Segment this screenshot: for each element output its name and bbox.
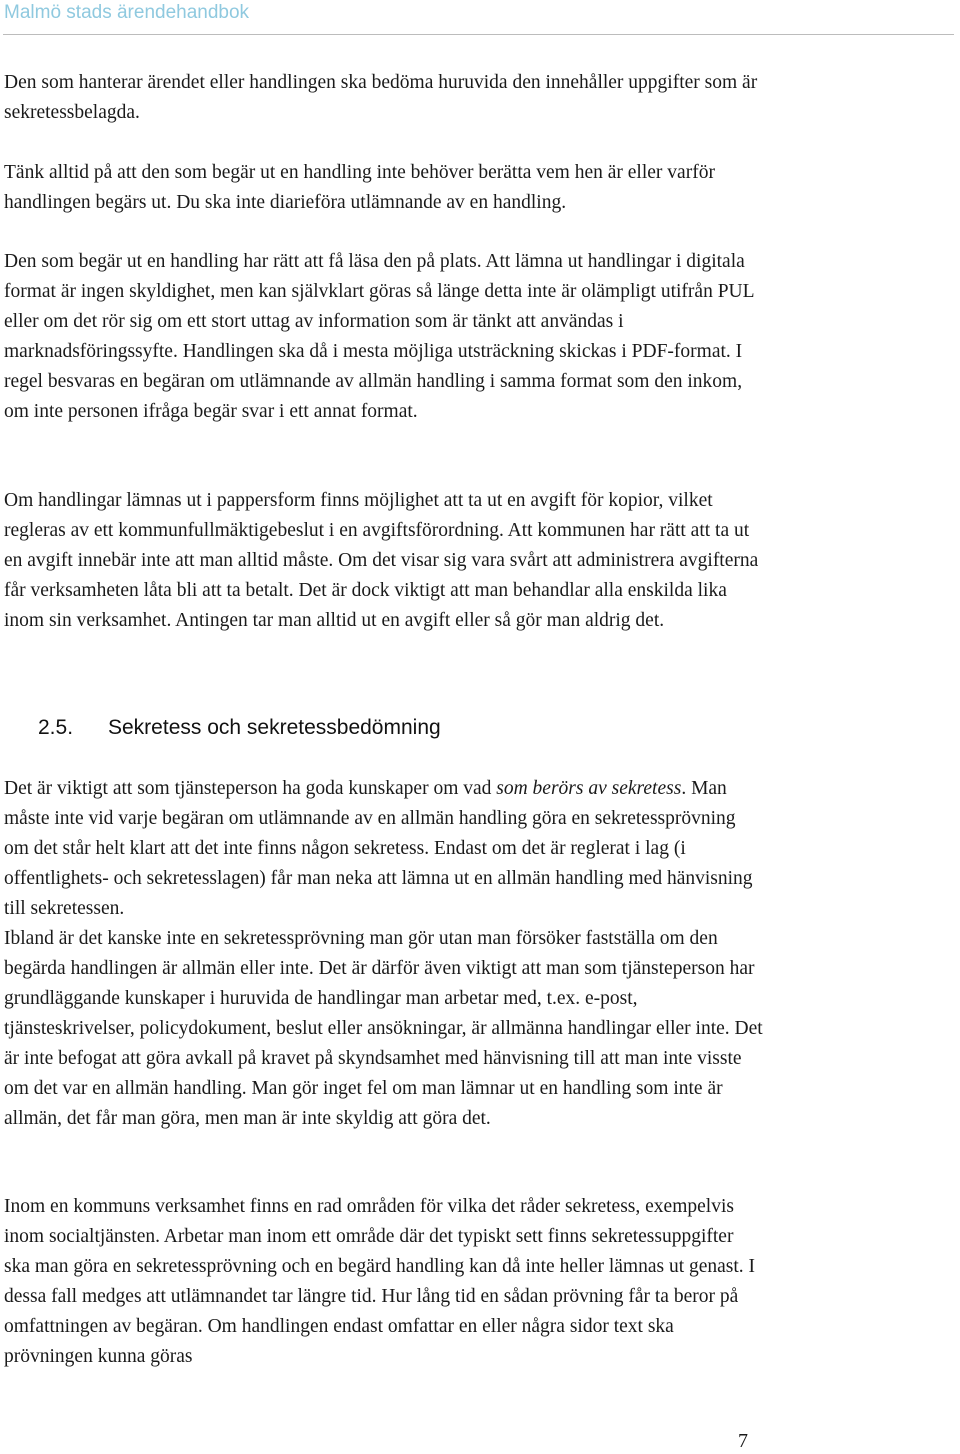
- paragraph-confidentiality-knowledge: [4, 774, 764, 924]
- page-header: [0, 0, 960, 36]
- page-number: 7: [738, 1430, 748, 1452]
- paragraph-digital-formats: Den som begär ut en handling har rätt att få läsa den på plats. Att lämna ut handlingar i digitala format är ingen skyldighet, men kan självklart göras så länge detta inte är olämpligt utifrån PUL eller om det rör sig om ett stort uttag av information som är tänkt att användas i marknadsföringssyfte. Handlingen ska då i mesta möjliga utsträckning skickas i PDF-format. I regel besvaras en begäran om utlämnande av allmän handling i samma format som den inkom, om inte personen ifråga begär svar i ett annat format.: [4, 251, 754, 422]
- paragraph-confidential-areas: Inom en kommuns verksamhet finns en rad områden för vilka det råder sekretess, exempelvis inom socialtjänsten. Arbetar man inom ett område där det typiskt sett finns sekretessuppgifter ska man göra en sekretessprövning och en begärd handling kan då inte heller lämnas ut genast. I dessa fall medges att utlämnandet tar längre tid. Hur lång tid en sådan prövning får ta beror på omfattningen av begäran. Om handlingen endast omfattar en eller några sidor text ska prövningen kunna göras: [4, 1196, 756, 1367]
- paragraph-confidentiality-assessment: Den som hanterar ärendet eller handlingen ska bedöma huruvida den innehåller uppgifter som är sekretessbelagda.: [4, 72, 758, 123]
- document-title: Malmö stads ärendehandbok: [4, 2, 250, 23]
- section-number: 2.5.: [38, 716, 74, 739]
- paragraph-requester-anonymity: Tänk alltid på att den som begär ut en handling inte behöver berätta vem hen är eller varför handlingen begärs ut. Du ska inte diarieföra utlämnande av en handling.: [4, 162, 715, 213]
- paragraph-text: Det är viktigt att som tjänsteperson ha goda kunskaper om vad: [4, 778, 497, 799]
- section-heading: [0, 712, 900, 746]
- paragraph-fees: Om handlingar lämnas ut i pappersform finns möjlighet att ta ut en avgift för kopior, vilket regleras av ett kommunfullmäktigebeslut i en avgiftsförordning. Att kommunen har rätt att ta ut en avgift innebär inte att man alltid måste. Om det visar sig vara svårt att administrera avgifterna får verksamheten låta bli att ta betalt. Det är dock viktigt att man behandlar alla enskilda lika inom sin verksamhet. Antingen tar man alltid ut en avgift eller så gör man aldrig det.: [4, 490, 759, 631]
- emphasized-text: som berörs av sekretess: [496, 778, 682, 799]
- paragraph-text: . Man måste inte vid varje begäran om utlämnande av en allmän handling göra en sekretessprövning om det står helt klart att det inte finns någon sekretess. Endast om det är reglerat i lag (i offentlighets- och sekretesslagen) får man neka att lämna ut en allmän handling med hänvisning till sekretessen.: [4, 778, 753, 919]
- paragraph-public-document-status: Ibland är det kanske inte en sekretessprövning man gör utan man försöker fastställa om den begärda handlingen är allmän eller inte. Det är därför även viktigt att man som tjänsteperson har grundläggande kunskaper i huruvida de handlingar man arbetar med, t.ex. e-post, tjänsteskrivelser, policydokument, beslut eller ansökningar, är allmänna handlingar eller inte. Det är inte befogat att göra avkall på kravet på skyndsamhet med hänvisning till att man inte visste om det var en allmän handling. Man gör inget fel om man lämnar ut en handling som inte är allmän, det får man göra, men man är inte skyldig att göra det.: [4, 928, 763, 1129]
- section-title: Sekretess och sekretessbedömning: [108, 716, 441, 739]
- header-divider: [3, 34, 954, 35]
